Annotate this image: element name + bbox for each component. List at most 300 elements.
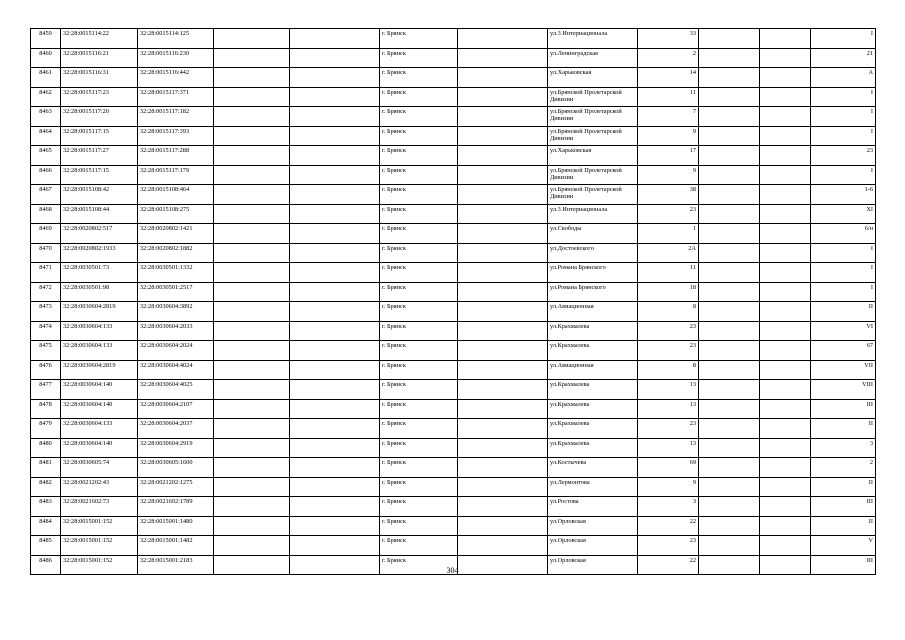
street-cell: ул.Брянской Пролетарской Дивизии: [548, 185, 638, 205]
page-number: 304: [446, 566, 459, 575]
house-number-cell: 9: [638, 477, 699, 497]
premises-cell: VII: [811, 360, 876, 380]
empty-cell-b: [290, 419, 380, 439]
empty-cell-b: [290, 224, 380, 244]
cadastral-number-cell: 32:28:0030604:4024: [138, 360, 214, 380]
city-cell: г. Брянск: [380, 165, 458, 185]
city-cell: г. Брянск: [380, 302, 458, 322]
cadastral-number-cell: 32:28:0015117:179: [138, 165, 214, 185]
city-cell: г. Брянск: [380, 107, 458, 127]
table-row: [31, 204, 876, 224]
empty-cell-e: [760, 302, 811, 322]
table-row: [31, 146, 876, 166]
cadastral-number-cell: 32:28:0015108:275: [138, 204, 214, 224]
empty-cell-c: [458, 263, 548, 283]
empty-cell-e: [760, 399, 811, 419]
row-number-cell: 8480: [31, 438, 61, 458]
empty-cell-a: [214, 360, 290, 380]
city-cell: г. Брянск: [380, 87, 458, 107]
table-row: [31, 477, 876, 497]
cadastral-number-cell: 32:28:0015116:442: [138, 68, 214, 88]
empty-cell-e: [760, 321, 811, 341]
row-number-cell: 8463: [31, 107, 61, 127]
cadastral-number-cell: 32:28:0020802:1882: [138, 243, 214, 263]
premises-cell: 21: [811, 48, 876, 68]
premises-cell: I: [811, 126, 876, 146]
premises-cell: V: [811, 536, 876, 556]
row-number-cell: 8468: [31, 204, 61, 224]
row-number-cell: 8473: [31, 302, 61, 322]
city-cell: г. Брянск: [380, 399, 458, 419]
empty-cell-b: [290, 263, 380, 283]
street-cell: ул.Костычева: [548, 458, 638, 478]
house-number-cell: 13: [638, 438, 699, 458]
table-row: [31, 516, 876, 536]
premises-cell: VIII: [811, 380, 876, 400]
cadastral-number-cell: 32:28:0015117:288: [138, 146, 214, 166]
empty-cell-b: [290, 497, 380, 517]
empty-cell-e: [760, 263, 811, 283]
cadastral-quarter-cell: 32:28:0015001:152: [61, 536, 138, 556]
empty-cell-d: [699, 321, 760, 341]
cadastral-quarter-cell: 32:28:0015108:44: [61, 204, 138, 224]
cadastral-number-cell: 32:28:0030501:1332: [138, 263, 214, 283]
table-row: [31, 360, 876, 380]
empty-cell-e: [760, 185, 811, 205]
empty-cell-d: [699, 302, 760, 322]
row-number-cell: 8484: [31, 516, 61, 536]
house-number-cell: 13: [638, 380, 699, 400]
empty-cell-b: [290, 48, 380, 68]
empty-cell-a: [214, 536, 290, 556]
city-cell: г. Брянск: [380, 458, 458, 478]
premises-cell: XI: [811, 204, 876, 224]
empty-cell-c: [458, 282, 548, 302]
cadastral-quarter-cell: 32:28:0015116:31: [61, 68, 138, 88]
cadastral-quarter-cell: 32:28:0015001:152: [61, 555, 138, 575]
cadastral-number-cell: 32:28:0021202:1275: [138, 477, 214, 497]
cadastral-quarter-cell: 32:28:0015117:15: [61, 165, 138, 185]
empty-cell-c: [458, 243, 548, 263]
street-cell: ул.Ленинградская: [548, 48, 638, 68]
empty-cell-a: [214, 165, 290, 185]
empty-cell-a: [214, 107, 290, 127]
empty-cell-e: [760, 458, 811, 478]
empty-cell-c: [458, 438, 548, 458]
empty-cell-b: [290, 126, 380, 146]
empty-cell-d: [699, 419, 760, 439]
empty-cell-c: [458, 477, 548, 497]
city-cell: г. Брянск: [380, 224, 458, 244]
row-number-cell: 8466: [31, 165, 61, 185]
city-cell: г. Брянск: [380, 438, 458, 458]
empty-cell-a: [214, 146, 290, 166]
empty-cell-e: [760, 419, 811, 439]
empty-cell-a: [214, 419, 290, 439]
empty-cell-d: [699, 438, 760, 458]
house-number-cell: 9: [638, 165, 699, 185]
house-number-cell: 23: [638, 419, 699, 439]
empty-cell-e: [760, 107, 811, 127]
house-number-cell: 7: [638, 107, 699, 127]
cadastral-quarter-cell: 32:28:0030604:133: [61, 321, 138, 341]
cadastral-number-cell: 32:28:0030604:2919: [138, 438, 214, 458]
city-cell: г. Брянск: [380, 204, 458, 224]
row-number-cell: 8465: [31, 146, 61, 166]
empty-cell-b: [290, 87, 380, 107]
table-row: [31, 165, 876, 185]
empty-cell-c: [458, 107, 548, 127]
premises-cell: VI: [811, 321, 876, 341]
house-number-cell: 23: [638, 536, 699, 556]
empty-cell-d: [699, 458, 760, 478]
cadastral-number-cell: 32:28:0030605:1600: [138, 458, 214, 478]
street-cell: ул.Авиационная: [548, 302, 638, 322]
cadastral-number-cell: 32:28:0015117:393: [138, 126, 214, 146]
city-cell: г. Брянск: [380, 29, 458, 49]
empty-cell-a: [214, 263, 290, 283]
premises-cell: 23: [811, 146, 876, 166]
street-cell: ул.Свободы: [548, 224, 638, 244]
street-cell: ул.Романа Брянского: [548, 282, 638, 302]
empty-cell-c: [458, 380, 548, 400]
empty-cell-c: [458, 360, 548, 380]
row-number-cell: 8464: [31, 126, 61, 146]
cadastral-number-cell: 32:28:0015001:2183: [138, 555, 214, 575]
city-cell: г. Брянск: [380, 536, 458, 556]
empty-cell-e: [760, 536, 811, 556]
empty-cell-c: [458, 497, 548, 517]
empty-cell-a: [214, 126, 290, 146]
house-number-cell: 2: [638, 48, 699, 68]
house-number-cell: 33: [638, 29, 699, 49]
empty-cell-d: [699, 516, 760, 536]
house-number-cell: 1: [638, 224, 699, 244]
cadastral-quarter-cell: 32:28:0021602:73: [61, 497, 138, 517]
table-body: [31, 29, 876, 575]
empty-cell-d: [699, 224, 760, 244]
empty-cell-b: [290, 458, 380, 478]
city-cell: г. Брянск: [380, 48, 458, 68]
cadastral-number-cell: 32:28:0015116:230: [138, 48, 214, 68]
empty-cell-a: [214, 68, 290, 88]
empty-cell-c: [458, 536, 548, 556]
house-number-cell: 69: [638, 458, 699, 478]
cadastral-quarter-cell: 32:28:0030604:140: [61, 438, 138, 458]
empty-cell-d: [699, 243, 760, 263]
empty-cell-b: [290, 516, 380, 536]
street-cell: ул.Крахмалева: [548, 380, 638, 400]
empty-cell-e: [760, 497, 811, 517]
city-cell: г. Брянск: [380, 360, 458, 380]
row-number-cell: 8462: [31, 87, 61, 107]
row-number-cell: 8485: [31, 536, 61, 556]
empty-cell-a: [214, 224, 290, 244]
empty-cell-e: [760, 165, 811, 185]
cadastral-number-cell: 32:28:0030604:3892: [138, 302, 214, 322]
empty-cell-c: [458, 146, 548, 166]
cadastral-quarter-cell: 32:28:0030604:133: [61, 341, 138, 361]
empty-cell-b: [290, 360, 380, 380]
premises-cell: 67: [811, 341, 876, 361]
city-cell: г. Брянск: [380, 341, 458, 361]
premises-cell: I: [811, 282, 876, 302]
cadastral-quarter-cell: 32:28:0015114:22: [61, 29, 138, 49]
cadastral-number-cell: 32:28:0015114:125: [138, 29, 214, 49]
table-row: [31, 438, 876, 458]
house-number-cell: 11: [638, 87, 699, 107]
empty-cell-c: [458, 341, 548, 361]
empty-cell-c: [458, 165, 548, 185]
empty-cell-a: [214, 282, 290, 302]
empty-cell-a: [214, 341, 290, 361]
house-number-cell: 8: [638, 302, 699, 322]
house-number-cell: 11: [638, 263, 699, 283]
house-number-cell: 9: [638, 126, 699, 146]
city-cell: г. Брянск: [380, 185, 458, 205]
row-number-cell: 8459: [31, 29, 61, 49]
empty-cell-e: [760, 204, 811, 224]
cadastral-quarter-cell: 32:28:0015117:20: [61, 107, 138, 127]
row-number-cell: 8474: [31, 321, 61, 341]
cadastral-quarter-cell: 32:28:0030605:74: [61, 458, 138, 478]
empty-cell-b: [290, 185, 380, 205]
empty-cell-b: [290, 399, 380, 419]
street-cell: ул.Харьковская: [548, 68, 638, 88]
house-number-cell: 2А: [638, 243, 699, 263]
premises-cell: II: [811, 516, 876, 536]
empty-cell-a: [214, 243, 290, 263]
empty-cell-a: [214, 204, 290, 224]
row-number-cell: 8481: [31, 458, 61, 478]
cadastral-quarter-cell: 32:28:0015117:23: [61, 87, 138, 107]
table-row: [31, 380, 876, 400]
empty-cell-b: [290, 146, 380, 166]
table-row: [31, 48, 876, 68]
empty-cell-c: [458, 68, 548, 88]
premises-cell: А: [811, 68, 876, 88]
empty-cell-e: [760, 516, 811, 536]
table-row: [31, 302, 876, 322]
empty-cell-d: [699, 48, 760, 68]
table-row: [31, 185, 876, 205]
premises-cell: III: [811, 555, 876, 575]
table-row: [31, 321, 876, 341]
city-cell: г. Брянск: [380, 126, 458, 146]
premises-cell: I: [811, 87, 876, 107]
empty-cell-d: [699, 29, 760, 49]
empty-cell-a: [214, 516, 290, 536]
cadastral-quarter-cell: 32:28:0015116:21: [61, 48, 138, 68]
empty-cell-d: [699, 263, 760, 283]
empty-cell-c: [458, 399, 548, 419]
empty-cell-e: [760, 360, 811, 380]
street-cell: ул.Ростова: [548, 497, 638, 517]
empty-cell-c: [458, 458, 548, 478]
house-number-cell: 23: [638, 341, 699, 361]
empty-cell-e: [760, 68, 811, 88]
house-number-cell: 14: [638, 68, 699, 88]
house-number-cell: 23: [638, 321, 699, 341]
house-number-cell: 22: [638, 516, 699, 536]
empty-cell-b: [290, 282, 380, 302]
empty-cell-e: [760, 87, 811, 107]
cadastral-quarter-cell: 32:28:0030501:98: [61, 282, 138, 302]
street-cell: ул.Брянской Пролетарской Дивизии: [548, 87, 638, 107]
empty-cell-c: [458, 516, 548, 536]
empty-cell-d: [699, 380, 760, 400]
empty-cell-e: [760, 146, 811, 166]
cadastral-quarter-cell: 32:28:0030604:140: [61, 380, 138, 400]
empty-cell-d: [699, 341, 760, 361]
empty-cell-c: [458, 321, 548, 341]
premises-cell: II: [811, 419, 876, 439]
row-number-cell: 8477: [31, 380, 61, 400]
empty-cell-b: [290, 165, 380, 185]
empty-cell-a: [214, 302, 290, 322]
cadastral-number-cell: 32:28:0030604:2107: [138, 399, 214, 419]
empty-cell-b: [290, 302, 380, 322]
premises-cell: III: [811, 399, 876, 419]
cadastral-number-cell: 32:28:0015001:1480: [138, 516, 214, 536]
empty-cell-c: [458, 204, 548, 224]
empty-cell-a: [214, 477, 290, 497]
empty-cell-b: [290, 29, 380, 49]
street-cell: ул.Романа Брянского: [548, 263, 638, 283]
empty-cell-d: [699, 360, 760, 380]
cadastral-number-cell: 32:28:0020802:1421: [138, 224, 214, 244]
empty-cell-c: [458, 87, 548, 107]
empty-cell-d: [699, 146, 760, 166]
cadastral-number-cell: 32:28:0030604:2033: [138, 321, 214, 341]
empty-cell-e: [760, 48, 811, 68]
premises-cell: 1-6: [811, 185, 876, 205]
empty-cell-b: [290, 477, 380, 497]
empty-cell-e: [760, 126, 811, 146]
table-row: [31, 419, 876, 439]
empty-cell-d: [699, 536, 760, 556]
cadastral-quarter-cell: 32:28:0030604:2819: [61, 360, 138, 380]
premises-cell: 6/н: [811, 224, 876, 244]
row-number-cell: 8483: [31, 497, 61, 517]
empty-cell-d: [699, 68, 760, 88]
city-cell: г. Брянск: [380, 263, 458, 283]
empty-cell-e: [760, 224, 811, 244]
empty-cell-d: [699, 87, 760, 107]
empty-cell-b: [290, 341, 380, 361]
empty-cell-a: [214, 321, 290, 341]
empty-cell-e: [760, 29, 811, 49]
street-cell: ул.Брянской Пролетарской Дивизии: [548, 165, 638, 185]
empty-cell-d: [699, 165, 760, 185]
empty-cell-c: [458, 302, 548, 322]
cadastral-quarter-cell: 32:28:0020802:1933: [61, 243, 138, 263]
street-cell: ул.Крахмалева: [548, 419, 638, 439]
street-cell: ул.Орловская: [548, 516, 638, 536]
empty-cell-a: [214, 458, 290, 478]
empty-cell-e: [760, 380, 811, 400]
empty-cell-a: [214, 48, 290, 68]
cadastral-quarter-cell: 32:28:0015001:152: [61, 516, 138, 536]
city-cell: г. Брянск: [380, 146, 458, 166]
empty-cell-d: [699, 282, 760, 302]
empty-cell-a: [214, 438, 290, 458]
row-number-cell: 8460: [31, 48, 61, 68]
cadastral-quarter-cell: 32:28:0030604:140: [61, 399, 138, 419]
house-number-cell: 3: [638, 497, 699, 517]
city-cell: г. Брянск: [380, 516, 458, 536]
street-cell: ул.Лермонтова: [548, 477, 638, 497]
cadastral-quarter-cell: 32:28:0015108:42: [61, 185, 138, 205]
street-cell: ул.Крахмалева: [548, 341, 638, 361]
table-row: [31, 341, 876, 361]
table-row: [31, 536, 876, 556]
empty-cell-b: [290, 321, 380, 341]
empty-cell-b: [290, 438, 380, 458]
row-number-cell: 8471: [31, 263, 61, 283]
row-number-cell: 8486: [31, 555, 61, 575]
empty-cell-d: [699, 497, 760, 517]
empty-cell-e: [760, 477, 811, 497]
row-number-cell: 8482: [31, 477, 61, 497]
table-row: [31, 87, 876, 107]
cadastral-number-cell: 32:28:0015001:1482: [138, 536, 214, 556]
cadastral-number-cell: 32:28:0015117:371: [138, 87, 214, 107]
empty-cell-a: [214, 87, 290, 107]
cadastral-number-cell: 32:28:0021602:1789: [138, 497, 214, 517]
street-cell: ул.Орловская: [548, 536, 638, 556]
table-row: [31, 107, 876, 127]
empty-cell-a: [214, 380, 290, 400]
street-cell: ул.3 Интернационала: [548, 204, 638, 224]
cadastral-quarter-cell: 32:28:0015117:27: [61, 146, 138, 166]
empty-cell-c: [458, 419, 548, 439]
table-row: [31, 263, 876, 283]
empty-cell-c: [458, 185, 548, 205]
empty-cell-d: [699, 477, 760, 497]
cadastral-number-cell: 32:28:0015117:182: [138, 107, 214, 127]
cadastral-quarter-cell: 32:28:0015117:15: [61, 126, 138, 146]
row-number-cell: 8475: [31, 341, 61, 361]
empty-cell-b: [290, 107, 380, 127]
street-cell: ул.Достоевского: [548, 243, 638, 263]
house-number-cell: 13: [638, 399, 699, 419]
table-row: [31, 243, 876, 263]
empty-cell-c: [458, 48, 548, 68]
house-number-cell: 18: [638, 282, 699, 302]
street-cell: ул.Орловская: [548, 555, 638, 575]
empty-cell-d: [699, 185, 760, 205]
city-cell: г. Брянск: [380, 321, 458, 341]
table-row: [31, 126, 876, 146]
cadastral-number-cell: 32:28:0030604:2037: [138, 419, 214, 439]
cadastral-quarter-cell: 32:28:0030604:2819: [61, 302, 138, 322]
city-cell: г. Брянск: [380, 380, 458, 400]
street-cell: ул.3 Интернационала: [548, 29, 638, 49]
row-number-cell: 8461: [31, 68, 61, 88]
table-row: [31, 224, 876, 244]
street-cell: ул.Брянской Пролетарской Дивизии: [548, 107, 638, 127]
house-number-cell: 23: [638, 204, 699, 224]
premises-cell: III: [811, 497, 876, 517]
premises-cell: I: [811, 29, 876, 49]
city-cell: г. Брянск: [380, 497, 458, 517]
row-number-cell: 8478: [31, 399, 61, 419]
city-cell: г. Брянск: [380, 477, 458, 497]
premises-cell: II: [811, 302, 876, 322]
city-cell: г. Брянск: [380, 68, 458, 88]
city-cell: г. Брянск: [380, 243, 458, 263]
